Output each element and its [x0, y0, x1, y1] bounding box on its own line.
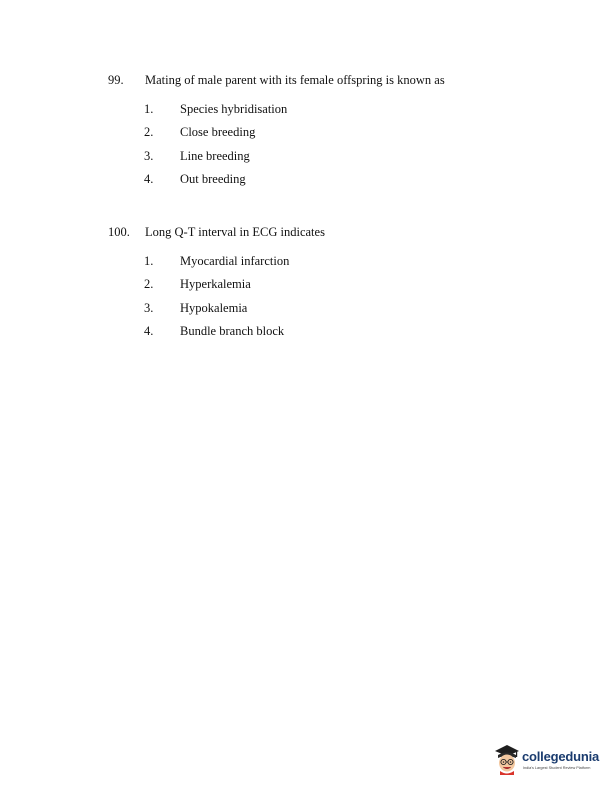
- option-text: Bundle branch block: [180, 324, 285, 338]
- question-stem: Mating of male parent with its female offspring is known as: [145, 73, 445, 87]
- option-text: Close breeding: [180, 125, 256, 139]
- option-number: 1.: [144, 254, 154, 268]
- option-number: 1.: [144, 102, 154, 116]
- question-number: 100.: [108, 225, 130, 239]
- option-text: Line breeding: [180, 149, 250, 163]
- brand-name: collegedunia: [522, 749, 600, 764]
- collegedunia-logo: [492, 742, 608, 782]
- option-number: 4.: [144, 172, 154, 186]
- option-number: 2.: [144, 277, 154, 291]
- brand-tagline: India's Largest Student Review Platform: [523, 766, 591, 770]
- option-number: 2.: [144, 125, 154, 139]
- option-number: 4.: [144, 324, 154, 338]
- mascot-icon: [492, 742, 522, 778]
- option-text: Hyperkalemia: [180, 277, 251, 291]
- option-text: Out breeding: [180, 172, 246, 186]
- option-number: 3.: [144, 149, 154, 163]
- option-text: Species hybridisation: [180, 102, 288, 116]
- option-text: Myocardial infarction: [180, 254, 290, 268]
- question-stem: Long Q-T interval in ECG indicates: [145, 225, 325, 239]
- question-number: 99.: [108, 73, 124, 87]
- option-number: 3.: [144, 301, 154, 315]
- option-text: Hypokalemia: [180, 301, 248, 315]
